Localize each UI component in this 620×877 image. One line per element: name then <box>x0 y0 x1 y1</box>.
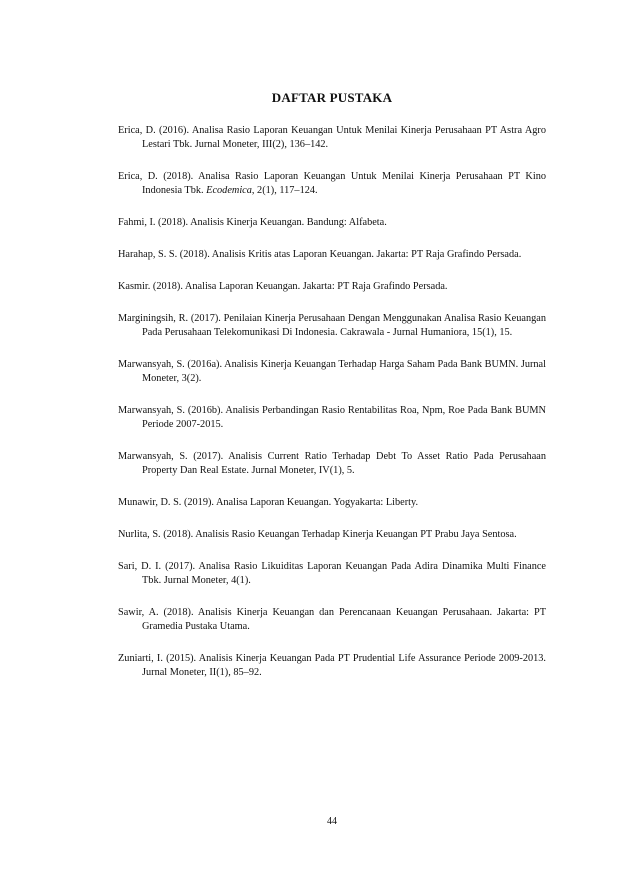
journal-title: Ecodemica <box>206 185 252 196</box>
page-title: DAFTAR PUSTAKA <box>271 90 393 105</box>
reference-text: Erica, D. (2018). Analisa Rasio Laporan Keuangan Untuk Menilai Kinerja Perusahaan PT Kino Indonesia Tbk. <box>118 171 546 196</box>
reference-item: Marwansyah, S. (2016a). Analisis Kinerja Keuangan Terhadap Harga Saham Pada Bank BUMN. Jurnal Moneter, 3(2). <box>118 359 546 384</box>
reference-list <box>118 124 546 698</box>
reference-item: Munawir, D. S. (2019). Analisa Laporan Keuangan. Yogyakarta: Liberty. <box>118 497 419 508</box>
page-number: 44 <box>327 816 337 827</box>
reference-item: Zuniarti, I. (2015). Analisis Kinerja Keuangan Pada PT Prudential Life Assurance Periode 2009-2013. Jurnal Moneter, II(1), 85–92. <box>118 653 546 678</box>
reference-item: Nurlita, S. (2018). Analisis Rasio Keuangan Terhadap Kinerja Keuangan PT Prabu Jaya Sentosa. <box>118 529 517 540</box>
reference-item: Erica, D. (2016). Analisa Rasio Laporan Keuangan Untuk Menilai Kinerja Perusahaan PT Astra Agro Lestari Tbk. Jurnal Moneter, III(2), 136–142. <box>118 125 546 150</box>
reference-item: Kasmir. (2018). Analisa Laporan Keuangan. Jakarta: PT Raja Grafindo Persada. <box>118 281 448 292</box>
reference-text: , 2(1), 117–124. <box>251 185 318 196</box>
reference-item: Marwansyah, S. (2016b). Analisis Perbandingan Rasio Rentabilitas Roa, Npm, Roe Pada Bank BUMN Periode 2007-2015. <box>118 405 546 430</box>
reference-item: Sari, D. I. (2017). Analisa Rasio Likuiditas Laporan Keuangan Pada Adira Dinamika Multi Finance Tbk. Jurnal Moneter, 4(1). <box>118 561 546 586</box>
reference-item: Marginingsih, R. (2017). Penilaian Kinerja Perusahaan Dengan Menggunakan Analisa Rasio Keuangan Pada Perusahaan Telekomunikasi Di Indonesia. Cakrawala - Jurnal Humaniora, 15(1), 15. <box>118 313 546 338</box>
reference-item: Marwansyah, S. (2017). Analisis Current Ratio Terhadap Debt To Asset Ratio Pada Perusahaan Property Dan Real Estate. Jurnal Moneter, IV(1), 5. <box>118 451 546 476</box>
reference-item: Sawir, A. (2018). Analisis Kinerja Keuangan dan Perencanaan Keuangan Perusahaan. Jakarta: PT Gramedia Pustaka Utama. <box>118 607 546 632</box>
reference-item: Fahmi, I. (2018). Analisis Kinerja Keuangan. Bandung: Alfabeta. <box>118 217 387 228</box>
reference-item: Harahap, S. S. (2018). Analisis Kritis atas Laporan Keuangan. Jakarta: PT Raja Grafindo Persada. <box>118 249 522 260</box>
reference-item <box>118 170 546 198</box>
